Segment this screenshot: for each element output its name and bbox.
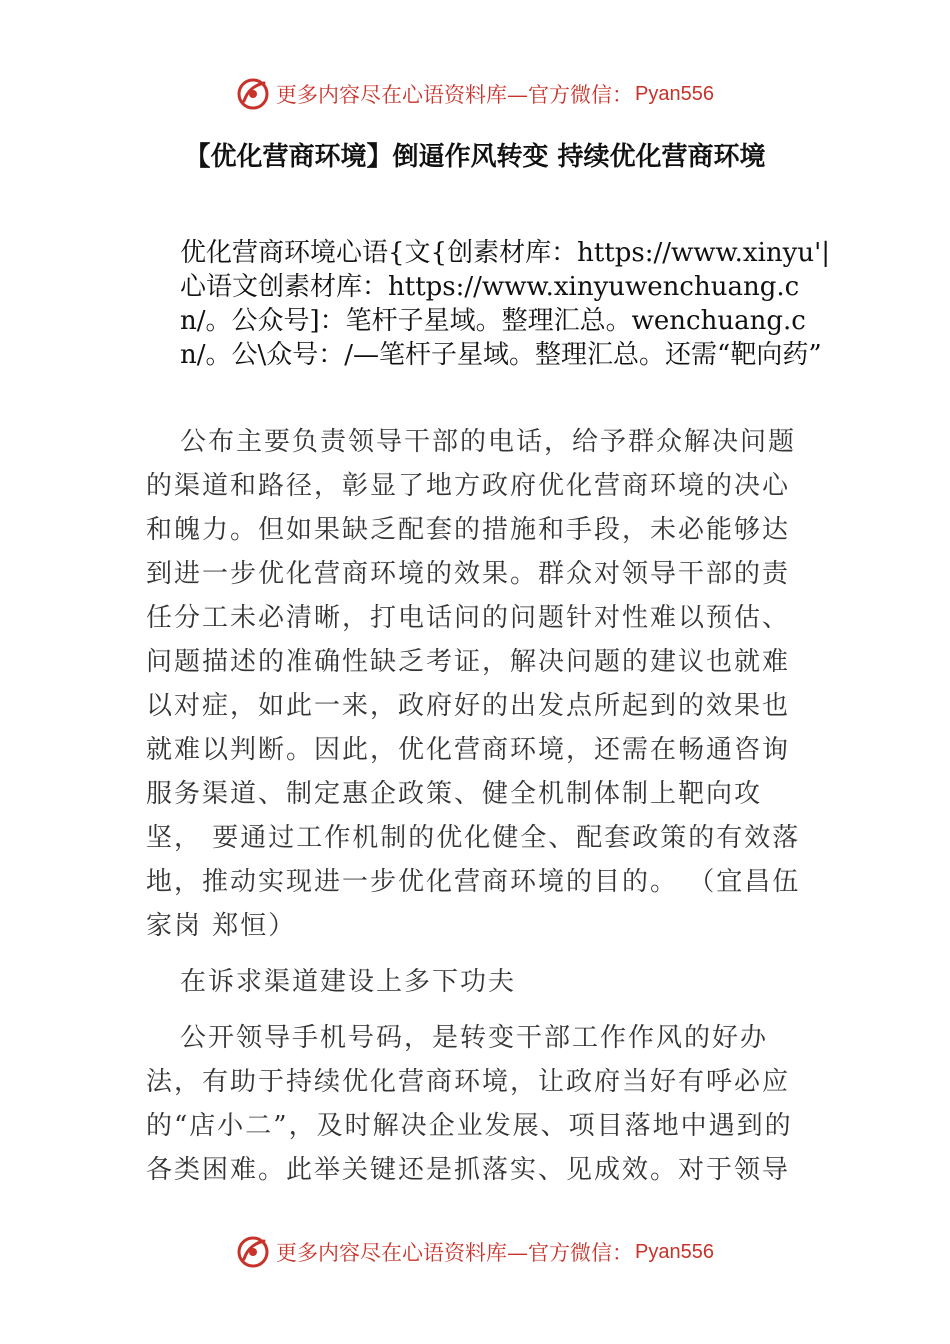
watermark-banner-bottom bbox=[0, 1230, 950, 1274]
watermark-banner-top bbox=[0, 72, 950, 116]
paragraph-text: 公开领导手机号码，是转变干部工作作风的好办法，有助于持续优化营商环境，让政府当好有呼必应的“店小二”，及时解决企业发展、项目落地中遇到的各类困难。此举关键还是抓落实、见成效。对于领导 bbox=[146, 1023, 793, 1185]
paragraph-text: 公布主要负责领导干部的电话，给予群众解决问题的渠道和路径，彰显了地方政府优化营商环境的决心和魄力。但如果缺乏配套的措施和手段，未必能够达到进一步优化营商环境的效果。群众对领导干部的责任分工未必清晰，打电话问的问题针对性难以预估、问题描述的准确性缺乏考证，解决问题的建议也就难以对症，如此一来，政府好的出发点所起到的效果也就难以判断。因此，优化营商环境，还需在畅通咨询服务渠道、制定惠企政策、健全机制体制上靶向攻坚， 要通过工作机制的优化健全、配套政策的有效落地，推动实现进一步优化营商环境的目的。 （宜昌伍家岗 郑恒） bbox=[146, 427, 801, 941]
wechat-id: Pyan556 bbox=[635, 1240, 714, 1263]
article-paragraph-2 bbox=[146, 1016, 810, 1192]
watermark-text: 更多内容尽在心语资料库—官方微信： bbox=[276, 83, 634, 107]
article-paragraph-1 bbox=[146, 420, 810, 948]
article-title: 【优化营商环境】倒逼作风转变 持续优化营商环境 bbox=[184, 142, 766, 172]
wechat-id: Pyan556 bbox=[635, 82, 714, 105]
watermark-text: 更多内容尽在心语资料库—官方微信： bbox=[276, 1241, 634, 1265]
brand-logo-icon bbox=[236, 1235, 270, 1269]
subheading-text: 在诉求渠道建设上多下功夫 bbox=[180, 967, 517, 997]
brand-logo-icon bbox=[236, 77, 270, 111]
article-intro: 优化营商环境心语{文{创素材库：https://www.xinyu'|心语文创素材库：https://www.xinyuwenchuang.cn/。公众号]：笔杆子星域。整理汇总。wenchuang.cn/。公\众号：/—笔杆子星域。整理汇总。还需“靶向药” bbox=[180, 238, 831, 370]
article-subheading bbox=[146, 960, 810, 1004]
